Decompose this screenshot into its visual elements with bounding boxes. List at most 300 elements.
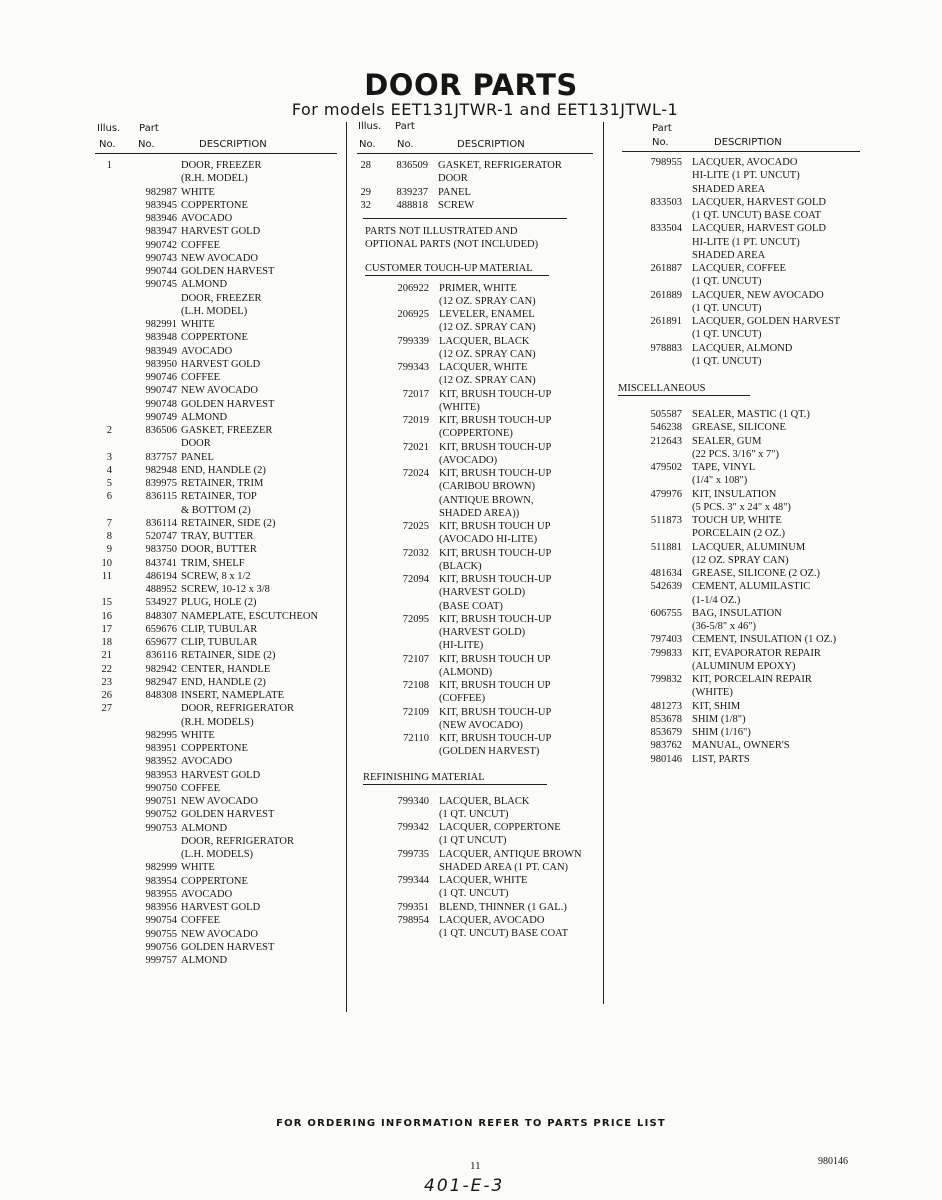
table-row [357,547,597,560]
part-description: SHADED AREA [692,249,766,261]
illus-label: Illus. [97,123,121,134]
part-description: (BASE COAT) [439,600,503,612]
part-description: TOUCH UP, WHITE [692,515,782,526]
table-row [622,169,872,182]
part-number: 534927 [145,597,177,609]
table-row [622,302,872,315]
table-row [95,159,340,172]
part-number: 799340 [397,795,429,807]
part-description: LACQUER, ANTIQUE BROWN [439,848,582,860]
part-description: LACQUER, NEW AVOCADO [692,289,824,301]
table-row [357,172,597,185]
table-row [95,239,340,252]
part-number: 990747 [145,385,177,397]
illus-number: 15 [101,597,112,609]
part-number: 481634 [650,568,682,579]
part-description: GREASE, SILICONE [692,422,786,434]
table-row [95,252,340,265]
part-number: 542639 [650,581,682,593]
part-number: 990742 [145,239,177,251]
table-row [95,570,340,583]
part-description: RETAINER, SIDE (2) [181,650,276,662]
table-row [622,647,872,660]
part-number: 606755 [650,607,682,619]
part-description: KIT, EVAPORATOR REPAIR [692,647,821,659]
table-row [357,480,597,493]
part-description: LACQUER, AVOCADO [692,157,798,168]
part-description: SEALER, GUM [692,435,762,447]
part-description: (12 OZ. SPRAY CAN) [439,375,536,387]
part-description: CEMENT, ALUMILASTIC [692,581,811,593]
part-description: COPPERTONE [181,332,248,344]
parts-column-1 [95,120,340,967]
part-description: (1 QT UNCUT) [439,835,507,847]
part-number: 72019 [402,415,429,426]
part-number: 836116 [145,650,177,662]
part-description: LACQUER, COFFEE [692,263,786,274]
part-description: BAG, INSULATION [692,607,782,619]
part-number: 511873 [650,515,682,526]
part-description: GOLDEN HARVEST [181,266,275,277]
part-number: 990744 [145,266,177,277]
illus-number: 6 [106,491,112,503]
part-number: 833504 [650,223,682,235]
part-description: LACQUER, ALUMINUM [692,541,806,553]
table-row [357,401,597,414]
part-description: (R.H. MODEL) [181,173,248,185]
part-no-label: No. [652,137,669,148]
part-number: 990752 [145,809,177,821]
illus-number: 11 [101,570,112,582]
part-description: AVOCADO [181,345,233,357]
part-number: 261887 [650,263,682,274]
illus-number: 21 [101,650,112,662]
header-rule [622,151,860,152]
part-description: KIT, BRUSH TOUCH-UP [439,388,552,400]
table-row [622,594,872,607]
part-description: (1 QT. UNCUT) BASE COAT [439,928,569,939]
table-row [622,514,872,527]
part-description: ALMOND [181,822,228,834]
column-divider [603,122,604,1004]
table-row [357,282,597,295]
table-row [95,729,340,742]
part-number: 546238 [650,422,682,434]
part-description: LIST, PARTS [692,753,750,765]
part-description: PANEL [438,186,471,198]
page-number: 11 [470,1160,481,1172]
part-number: 488818 [396,199,428,211]
table-row [357,414,597,427]
page-subtitle: For models EET131JTWR-1 and EET131JTWL-1 [291,100,679,119]
part-description: (1-1/4 OZ.) [692,594,741,606]
table-row [357,848,597,861]
illus-number: 28 [360,160,371,171]
table-row [95,954,340,967]
part-number: 983949 [145,345,177,357]
part-description: (AVOCADO) [439,454,498,466]
description-label: DESCRIPTION [457,139,525,150]
part-number: 486194 [145,570,177,582]
table-row [622,580,872,593]
part-description: DOOR, REFRIGERATOR [181,835,294,847]
part-description: (COFFEE) [439,693,486,705]
table-row [95,517,340,530]
table-row [622,222,872,235]
part-label: Part [395,121,415,132]
part-description: HARVEST GOLD [181,358,261,370]
table-row [95,437,340,450]
table-row [357,586,597,599]
part-description: CENTER, HANDLE [181,663,271,675]
table-row [622,461,872,474]
part-description: (BLACK) [439,560,482,572]
part-number: 982942 [145,663,177,675]
part-number: 72108 [402,680,429,691]
part-number: 72110 [403,733,429,744]
table-row [622,739,872,752]
table-row [622,713,872,726]
table-row [95,583,340,596]
part-description: LACQUER, WHITE [439,875,528,886]
part-description: COFFEE [181,915,221,927]
part-number: 983953 [145,769,177,781]
table-row [357,533,597,546]
part-number: 799339 [397,335,429,347]
table-row [95,848,340,861]
description-label: DESCRIPTION [199,139,267,150]
table-row [622,474,872,487]
part-description: PANEL [181,451,214,463]
part-number: 798954 [397,914,429,926]
table-row [95,901,340,914]
part-description: (1 QT. UNCUT) [439,808,509,820]
table-row [357,335,597,348]
part-description: KIT, BRUSH TOUCH UP [439,521,551,532]
part-description: (COPPERTONE) [439,428,513,440]
part-description: (ALMOND) [439,666,493,678]
table-row [622,554,872,567]
part-number: 990751 [145,796,177,807]
part-label: Part [652,123,672,134]
table-row [357,560,597,573]
part-description: INSERT, NAMEPLATE [181,690,285,701]
part-number: 836509 [396,160,428,171]
part-description: HARVEST GOLD [181,226,261,238]
illus-number: 1 [106,160,112,171]
table-row [357,454,597,467]
table-row [622,196,872,209]
table-row [95,755,340,768]
table-row [622,342,872,355]
table-row [95,808,340,821]
part-no-label: No. [138,139,155,150]
header-rule [95,153,337,154]
table-row [95,557,340,570]
part-description: KIT, BRUSH TOUCH-UP [439,706,552,718]
part-number: 836115 [145,491,177,503]
table-row [357,679,597,692]
part-description: (CARIBOU BROWN) [439,481,535,493]
part-description: LACQUER, HARVEST GOLD [692,223,827,235]
table-row [357,199,597,212]
part-number: 982948 [145,464,177,476]
table-row [95,663,340,676]
part-description: GOLDEN HARVEST [181,941,275,953]
part-description: LACQUER, BLACK [439,795,530,807]
part-number: 799342 [397,822,429,833]
part-description: HARVEST GOLD [181,769,261,781]
part-description: NEW AVOCADO [181,385,258,397]
part-description: KIT, BRUSH TOUCH-UP [439,574,552,585]
part-number: 978883 [650,342,682,354]
table-row [622,448,872,461]
table-row [95,742,340,755]
customer-touchup-heading: CUSTOMER TOUCH-UP MATERIAL [357,258,597,278]
part-description: TRIM, SHELF [181,557,245,569]
illus-number: 16 [101,610,112,622]
illus-number: 22 [101,663,112,675]
table-row [357,388,597,401]
part-number: 990755 [145,928,177,940]
part-number: 990753 [145,822,177,834]
page-title: DOOR PARTS [364,68,578,102]
table-row [357,374,597,387]
part-description: (36-5/8" x 46") [692,621,756,632]
header-rule [357,153,593,154]
part-description: PRIMER, WHITE [439,282,517,294]
part-description: (R.H. MODELS) [181,716,254,728]
table-row [622,541,872,554]
part-number: 799833 [650,647,682,659]
table-row [622,726,872,739]
table-row [95,199,340,212]
part-description: TAPE, VINYL [692,462,756,473]
part-number: 982987 [145,186,177,198]
table-row [95,649,340,662]
table-row [622,527,872,540]
part-description: LACQUER, BLACK [439,335,530,347]
part-number: 990743 [145,252,177,264]
table-row [357,520,597,533]
table-row [95,278,340,291]
table-row [95,782,340,795]
table-row [95,636,340,649]
part-description: DOOR [181,438,211,450]
part-number: 261889 [650,289,682,301]
part-number: 990748 [145,398,177,410]
part-description: (HI-LITE) [439,640,484,652]
part-description: DOOR, BUTTER [181,544,257,556]
column-header [95,120,340,154]
part-description: PORCELAIN (2 OZ.) [692,528,786,540]
part-no-label: No. [397,139,414,150]
part-description: BLEND, THINNER (1 GAL.) [439,901,567,913]
part-description: COPPERTONE [181,199,248,211]
part-number: 833503 [650,196,682,208]
part-description: WHITE [181,862,215,874]
part-description: KIT, BRUSH TOUCH-UP [439,613,552,625]
table-row [622,355,872,368]
part-description: (5 PCS. 3" x 24" x 48") [692,501,791,513]
part-description: KIT, BRUSH TOUCH-UP [439,733,552,744]
part-description: GREASE, SILICONE (2 OZ.) [692,568,821,579]
part-number: 481273 [650,700,682,712]
illus-number: 8 [106,531,112,542]
part-number: 488952 [145,584,177,595]
table-row [622,183,872,196]
part-number: 261891 [650,316,682,327]
table-row [357,745,597,758]
table-row [357,914,597,927]
table-row [95,411,340,424]
part-number: 836114 [145,517,177,529]
part-description: SCREW [438,199,475,211]
table-row [357,186,597,199]
parts-not-illustrated-note [357,222,597,252]
part-description: (12 OZ. SPRAY CAN) [439,322,536,334]
part-number: 982991 [145,319,177,330]
part-number: 799351 [397,901,429,913]
part-number: 72021 [402,441,429,453]
illus-number: 4 [106,464,112,476]
table-row [357,874,597,887]
part-number: 982947 [145,676,177,688]
part-number: 990745 [145,279,177,291]
table-row [357,348,597,361]
part-number: 983750 [145,544,177,556]
part-description: RETAINER, TRIM [181,478,264,489]
table-row [95,292,340,305]
table-row [95,623,340,636]
illus-label: Illus. [358,121,382,132]
table-row [357,901,597,914]
column-divider [346,122,347,1012]
table-row [622,501,872,514]
part-description: NAMEPLATE, ESCUTCHEON [181,610,319,622]
part-description: WHITE [181,186,215,198]
table-row [95,769,340,782]
table-row [95,596,340,609]
table-row [357,427,597,440]
table-row [622,660,872,673]
table-row [357,653,597,666]
part-description: GOLDEN HARVEST [181,398,275,410]
part-number: 990750 [145,782,177,794]
table-row [95,305,340,318]
part-number: 212643 [650,435,682,447]
part-description: MANUAL, OWNER'S [692,740,790,752]
table-row [95,398,340,411]
part-number: 72017 [402,388,429,400]
column-header [357,120,597,154]
table-row [357,795,597,808]
part-number: 659676 [145,623,177,635]
table-row [357,821,597,834]
table-row [357,573,597,586]
part-description: END, HANDLE (2) [181,676,266,688]
divider [363,218,567,219]
part-description: RETAINER, SIDE (2) [181,517,276,529]
table-row [622,289,872,302]
part-description: (WHITE) [439,401,480,413]
table-row [357,626,597,639]
part-description: NEW AVOCADO [181,252,258,264]
table-row [357,666,597,679]
illus-number: 7 [106,517,112,529]
table-row [622,686,872,699]
table-row [357,692,597,705]
part-number: 853678 [650,713,682,725]
part-number: 799343 [397,362,429,373]
part-description: LACQUER, ALMOND [692,342,793,354]
table-row [357,321,597,334]
part-description: DOOR, REFRIGERATOR [181,703,294,715]
part-number: 72024 [402,468,429,479]
table-row [95,186,340,199]
table-row [357,706,597,719]
refinishing-table-body [357,795,597,941]
touchup-table-body [357,282,597,759]
table-row [357,441,597,454]
illus-number: 27 [101,703,112,715]
part-number: 72025 [402,521,429,532]
part-description: LEVELER, ENAMEL [439,309,535,320]
illus-number: 17 [101,623,112,635]
table-row [622,275,872,288]
table-row [95,371,340,384]
table-row [357,732,597,745]
parts-column-2 [357,120,597,940]
part-description: (1/4" x 108") [692,475,748,487]
part-number: 983946 [145,213,177,224]
part-description: (1 QT. UNCUT) [439,888,509,900]
table-row [357,295,597,308]
part-description: LACQUER, AVOCADO [439,914,545,926]
part-description: NEW AVOCADO [181,796,258,807]
part-description: LACQUER, HARVEST GOLD [692,196,827,208]
illus-number: 18 [101,637,112,648]
illus-number: 9 [106,544,112,556]
part-number: 843741 [145,557,177,569]
column-header [622,120,872,154]
description-label: DESCRIPTION [714,137,782,148]
table-row [622,249,872,262]
part-number: 983954 [145,875,177,887]
part-number: 206925 [397,309,429,320]
table-row [95,835,340,848]
part-description: (GOLDEN HARVEST) [439,746,540,758]
table-row [357,361,597,374]
note-line: OPTIONAL PARTS (NOT INCLUDED) [365,239,539,251]
illus-number: 29 [360,186,371,198]
part-description: (1 QT. UNCUT) [692,302,762,314]
table-row [622,209,872,222]
part-description: KIT, BRUSH TOUCH UP [439,653,551,665]
part-number: 511881 [650,541,682,553]
table-row [95,331,340,344]
part-description: DOOR, FREEZER [181,292,262,304]
table-row [95,172,340,185]
table-row [95,822,340,835]
part-description: HI-LITE (1 PT. UNCUT) [692,170,800,182]
parts-table-body [95,159,340,967]
table-row [622,488,872,501]
table-row [357,719,597,732]
table-row [95,928,340,941]
table-row [95,477,340,490]
document-number: 980146 [818,1156,848,1167]
